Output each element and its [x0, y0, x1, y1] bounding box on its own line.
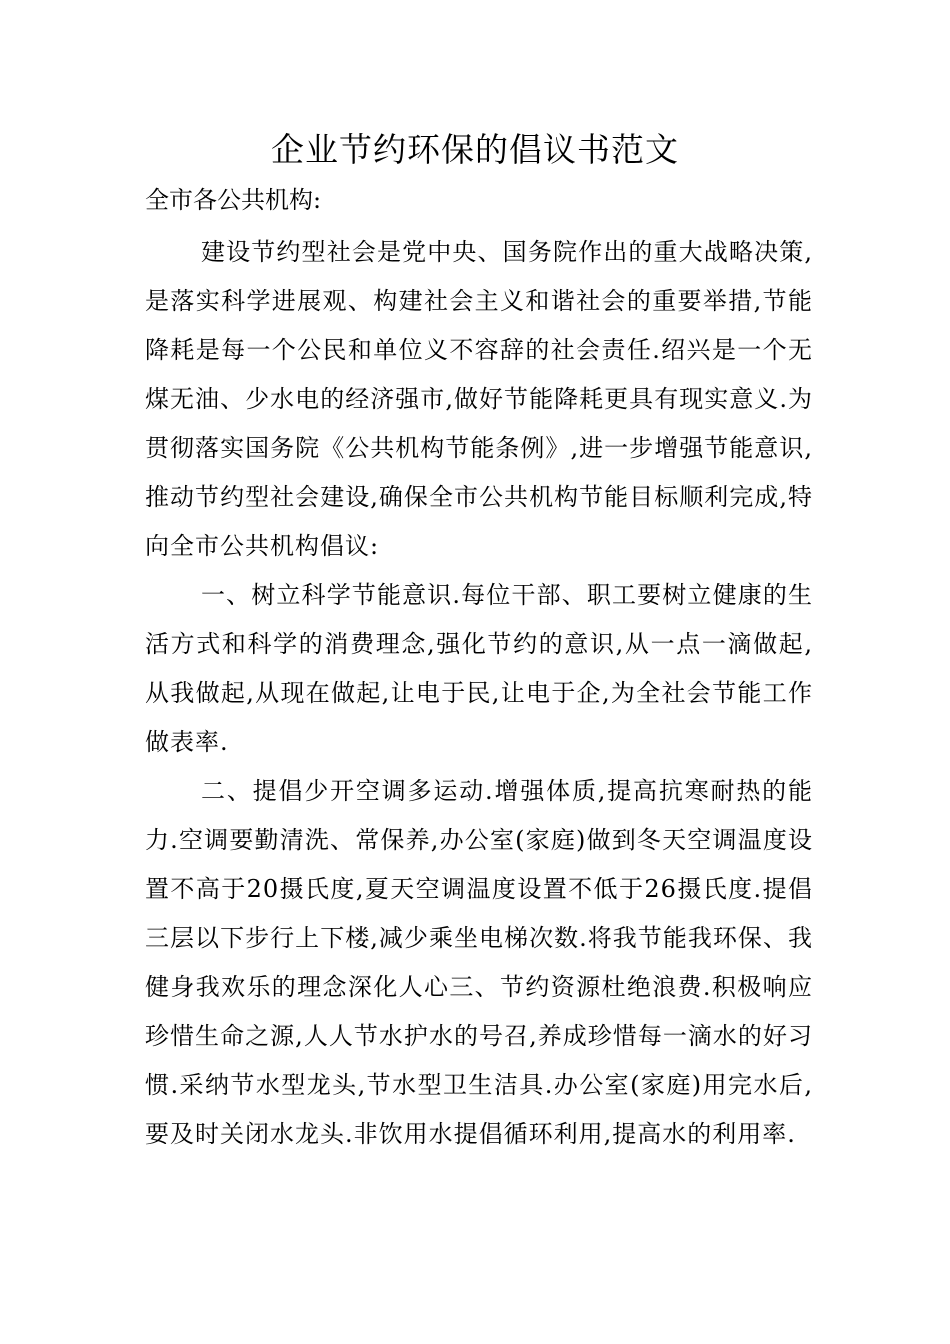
paragraph-point-two: 二、提倡少开空调多运动.增强体质,提高抗寒耐热的能力.空调要勤清洗、常保养,办公室(家庭)做到冬天空调温度设置不高于20摄氏度,夏天空调温度设置不低于26摄氏度.提倡三层以下步行上下楼,减少乘坐电梯次数.将我节能我环保、我健身我欢乐的理念深化人心三、节约资源杜绝浪费.积极响应珍惜生命之源,人人节水护水的号召,养成珍惜每一滴水的好习惯.采纳节水型龙头,节水型卫生洁具.办公室(家庭)用完水后,要及时关闭水龙头.非饮用水提倡循环利用,提高水的利用率.	[145, 777, 813, 1148]
document-body	[145, 180, 813, 1159]
salutation: 全市各公共机构:	[145, 186, 322, 214]
paragraph-intro: 建设节约型社会是党中央、国务院作出的重大战略决策,是落实科学进展观、构建社会主义和谐社会的重要举措,节能降耗是每一个公民和单位义不容辞的社会责任.绍兴是一个无煤无油、少水电的经济强市,做好节能降耗更具有现实意义.为贯彻落实国务院《公共机构节能条例》,进一步增强节能意识,推动节约型社会建设,确保全市公共机构节能目标顺利完成,特向全市公共机构倡议:	[145, 238, 813, 560]
paragraph-point-one: 一、树立科学节能意识.每位干部、职工要树立健康的生活方式和科学的消费理念,强化节约的意识,从一点一滴做起,从我做起,从现在做起,让电于民,让电于企,为全社会节能工作做表率.	[145, 581, 813, 756]
document-title: 企业节约环保的倡议书范文	[271, 130, 679, 169]
